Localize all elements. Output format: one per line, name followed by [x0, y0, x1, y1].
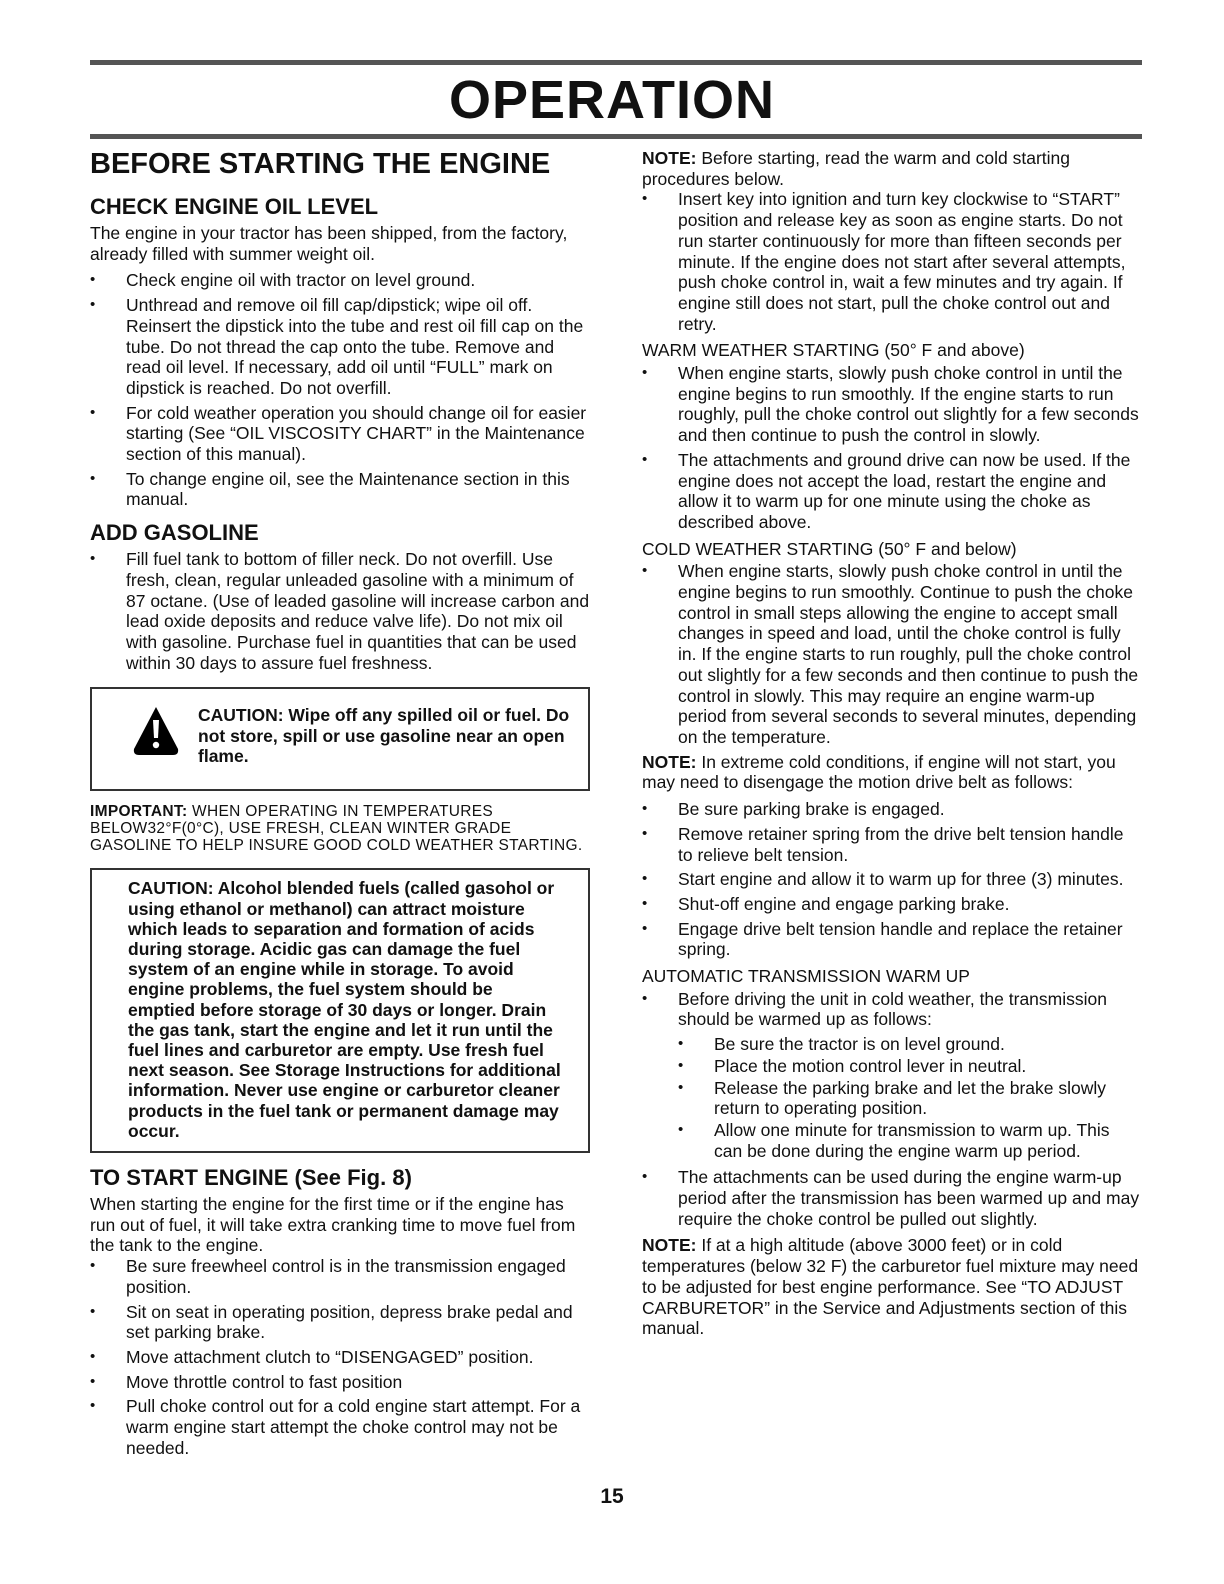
- list-item: • Fill fuel tank to bottom of filler neck. Do not overfill. Use fresh, clean, regular unleaded gasoline with a minimum of 87 octane. (Use of leaded gasoline will increase carbon and lead oxide deposits and reduce valve life). Do not mix oil with gasoline. Purchase fuel in quantities that can be used within 30 days to assure fuel freshness.: [90, 549, 590, 673]
- warm-weather-label: WARM WEATHER STARTING (50° F and above): [642, 340, 1025, 361]
- list-item: • Release the parking brake and let the brake slowly return to operating position.: [642, 1078, 1142, 1119]
- oil-list: [90, 270, 590, 510]
- list-item: • Insert key into ignition and turn key clockwise to “START” position and release key as soon as engine starts. Do not run starter continuously for more than fifteen seconds per minute. If the engine does not start after several attempts, push choke control in, wait a few minutes and try again. If engine still does not start, pull the choke control out and retry.: [642, 189, 1142, 334]
- important-label: IMPORTANT:: [90, 803, 188, 821]
- note-text: If at a high altitude (above 3000 feet) or in cold temperatures (below 32 F) the carburetor fuel mixture may need to be adjusted for best engine performance. See “TO ADJUST CARBURETOR” in the Service and Adjustments section of this manual.: [642, 1235, 1139, 1339]
- list-item: • Shut-off engine and engage parking brake.: [642, 894, 1142, 915]
- list-item: • The attachments can be used during the engine warm-up period after the transmission has been warmed up and may require the choke control be pulled out slightly.: [642, 1167, 1142, 1229]
- caution-text-alcohol: CAUTION: Alcohol blended fuels (called gasohol or using ethanol or methanol) can attract moisture which leads to separation and formation of acids during storage. Acidic gas can damage the fuel system of an engine while in storage. To avoid engine problems, the fuel system should be emptied before storage of 30 days or longer. Drain the gas tank, start the engine and let it run until the fuel lines and carburetor are empty. Use fresh fuel next season. See Storage Instructions for additional information. Never use engine or carburetor cleaner products in the fuel tank or permanent damage may occur.: [128, 878, 561, 1141]
- list-item: • Place the motion control lever in neutral.: [642, 1056, 1142, 1077]
- start-intro: When starting the engine for the first time or if the engine has run out of fuel, it will take extra cranking time to move fuel from the tank to the engine.: [90, 1194, 576, 1256]
- note-extreme-cold: [642, 752, 1142, 793]
- list-item: • Be sure the tractor is on level ground.: [642, 1034, 1142, 1055]
- belt-list: [642, 799, 1142, 960]
- note-altitude: [642, 1235, 1142, 1339]
- list-item: • Be sure freewheel control is in the transmission engaged position.: [90, 1256, 590, 1297]
- header-rule-top: [90, 60, 1142, 65]
- note-text: Before starting, read the warm and cold starting procedures below.: [642, 148, 1070, 189]
- start-list: [90, 1256, 590, 1458]
- list-item: • Move throttle control to fast position: [90, 1372, 590, 1393]
- list-item: • When engine starts, slowly push choke control in until the engine begins to run smoothly. If the engine starts to run roughly, pull the choke control out slightly for a few seconds and then continue to push the control in slowly.: [642, 363, 1142, 446]
- caution-box-alcohol: [90, 868, 590, 1153]
- list-item: • Allow one minute for transmission to warm up. This can be done during the engine warm up period.: [642, 1120, 1142, 1161]
- left-column: [90, 148, 590, 1462]
- list-item: • The attachments and ground drive can now be used. If the engine does not accept the load, restart the engine and allow it to warm up for one minute using the choke as described above.: [642, 450, 1142, 533]
- transmission-sub-list: [642, 1034, 1142, 1161]
- caution-text-spill: CAUTION: Wipe off any spilled oil or fuel. Do not store, spill or use gasoline near an open flame.: [198, 705, 570, 767]
- list-item: • Check engine oil with tractor on level ground.: [90, 270, 590, 291]
- transmission-list: [642, 989, 1142, 1030]
- cold-weather-label: COLD WEATHER STARTING (50° F and below): [642, 538, 1017, 559]
- important-note: [90, 803, 590, 854]
- gas-list: [90, 549, 590, 673]
- note-text: In extreme cold conditions, if engine will not start, you may need to disengage the motion drive belt as follows:: [642, 751, 1116, 793]
- transmission-warmup-label: AUTOMATIC TRANSMISSION WARM UP: [642, 966, 970, 987]
- transmission-after-list: [642, 1167, 1142, 1229]
- note-label: NOTE:: [642, 148, 697, 168]
- list-item: • Start engine and allow it to warm up for three (3) minutes.: [642, 869, 1142, 890]
- subheading-add-gasoline: ADD GASOLINE: [90, 520, 259, 546]
- list-item: • Sit on seat in operating position, depress brake pedal and set parking brake.: [90, 1302, 590, 1343]
- list-item: • Engage drive belt tension handle and replace the retainer spring.: [642, 919, 1142, 960]
- subheading-to-start: TO START ENGINE (See Fig. 8): [90, 1165, 412, 1190]
- list-item: • Before driving the unit in cold weather, the transmission should be warmed up as follows:: [642, 989, 1142, 1030]
- warm-list: [642, 363, 1142, 533]
- note-before-starting: [642, 148, 1142, 189]
- note-label: NOTE:: [642, 751, 697, 772]
- header-rule-bottom: [90, 134, 1142, 139]
- right-column: [642, 148, 1142, 1339]
- subheading-check-oil: CHECK ENGINE OIL LEVEL: [90, 194, 379, 219]
- list-item: • For cold weather operation you should change oil for easier starting (See “OIL VISCOSITY CHART” in the Maintenance section of this manual).: [90, 403, 590, 465]
- list-item: • Move attachment clutch to “DISENGAGED” position.: [90, 1347, 590, 1368]
- list-item: • Remove retainer spring from the drive belt tension handle to relieve belt tension.: [642, 824, 1142, 865]
- caution-box-spill: [90, 687, 590, 791]
- list-item: • Unthread and remove oil fill cap/dipstick; wipe oil off. Reinsert the dipstick into the tube and rest oil fill cap on the tube. Do not thread the cap onto the tube. Remove and read oil level. If necessary, add oil until “FULL” mark on dipstick is reached. Do not overfill.: [90, 295, 590, 399]
- list-item: • When engine starts, slowly push choke control in until the engine begins to run smoothly. Continue to push the choke control in small steps allowing the engine to accept small changes in speed and load, until the choke control is fully in. If the engine starts to run roughly, pull the choke control out slightly for a few seconds and then continue to push the control in slowly. This may require an engine warm-up period from several seconds to several minutes, depending on the temperature.: [642, 561, 1142, 747]
- page-title: OPERATION: [448, 70, 775, 130]
- section-heading-before-starting: BEFORE STARTING THE ENGINE: [90, 148, 551, 180]
- page-number: 15: [600, 1485, 624, 1508]
- oil-intro: The engine in your tractor has been shipped, from the factory, already filled with summer weight oil.: [90, 223, 568, 264]
- important-text: WHEN OPERATING IN TEMPERATURES BELOW32°F(0°C), USE FRESH, CLEAN WINTER GRADE GASOLINE TO HELP INSURE GOOD COLD WEATHER STARTING.: [90, 803, 583, 855]
- warning-triangle-icon: [132, 705, 180, 764]
- list-item: • Pull choke control out for a cold engine start attempt. For a warm engine start attempt the choke control may not be needed.: [90, 1396, 590, 1458]
- list-item: • Be sure parking brake is engaged.: [642, 799, 1142, 820]
- note-label: NOTE:: [642, 1235, 697, 1256]
- cold-list: [642, 561, 1142, 747]
- key-list: [642, 189, 1142, 334]
- list-item: • To change engine oil, see the Maintenance section in this manual.: [90, 469, 590, 510]
